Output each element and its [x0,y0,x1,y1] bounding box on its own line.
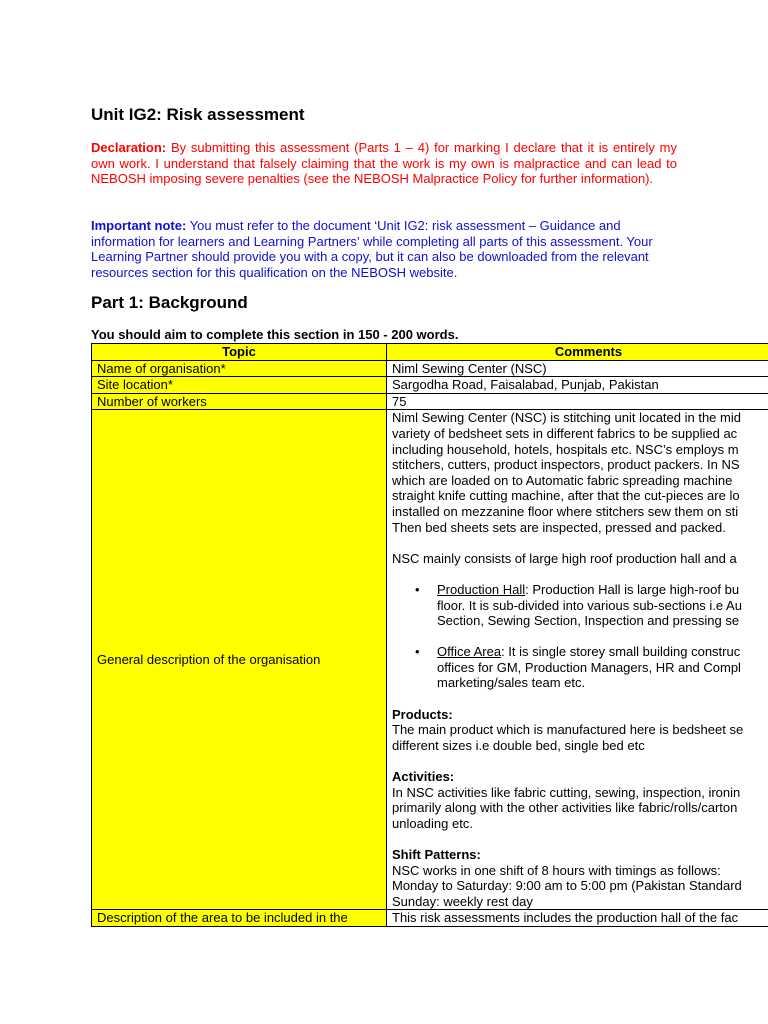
table-row [92,377,768,394]
intro-line: straight knife cutting machine, after that the cut-pieces are lo [392,488,740,504]
office-area-label: Office Area [437,644,502,660]
shift-line: Sunday: weekly rest day [392,893,533,909]
topic-cell: Name of organisation* [92,360,387,377]
declaration-paragraph [91,140,677,187]
declaration-lead: Declaration: [91,140,167,155]
comment-cell: 75 [387,393,768,410]
products-line: The main product which is manufactured here is bedsheet se [392,722,744,738]
shift-heading: Shift Patterns: [392,847,481,862]
comment-cell: This risk assessments includes the production hall of the fac [387,910,768,927]
topic-cell: Number of workers [92,393,387,410]
word-count-instruction: You should aim to complete this section in 150 - 200 words. [91,327,459,342]
activities-line: primarily along with the other activities like fabric/rolls/carton [392,800,738,816]
topic-header: Topic [92,344,387,361]
important-note-text: You must refer to the document ‘Unit IG2: risk assessment – Guidance and information for learners and Learning Partners’ while completing all parts of this assessment. Your Learning Partner should provide you with a copy, but it can also be downloaded from the relevant resources section for this qualification on the NEBOSH website. [91,218,653,280]
intro-line: variety of bedsheet sets in different fabrics to be supplied ac [392,425,738,441]
products-line: different sizes i.e double bed, single bed etc [392,737,645,753]
production-hall-label: Production Hall [437,581,526,597]
intro-line: stitchers, cutters, product inspectors, product packers. In NS [392,457,740,473]
important-note-lead: Important note: [91,218,187,233]
general-description-cell [387,410,768,910]
intro-line: which are loaded on to Automatic fabric spreading machine [392,472,733,488]
list-item: • Production Hall: Production Hall is large high-roof bu [415,581,740,597]
comment-cell: Niml Sewing Center (NSC) [387,360,768,377]
table-row [92,910,768,927]
list-item: • Office Area: It is single storey small building construc [415,644,741,660]
bullet-icon: • [415,581,420,597]
intro-line: Niml Sewing Center (NSC) is stitching unit located in the mid [392,410,741,426]
activities-line: unloading etc. [392,815,473,831]
list-item-continuation: marketing/sales team etc. [437,675,586,691]
intro-line: including household, hotels, hospitals etc. NSC’s employs m [392,441,739,457]
table-header-row [92,344,768,361]
background-table [91,343,768,927]
list-item-continuation: floor. It is sub-divided into various sub-sections i.e Au [437,597,742,613]
topic-cell: Description of the area to be included in the [92,910,387,927]
shift-line: Monday to Saturday: 9:00 am to 5:00 pm (Pakistan Standard [392,878,742,894]
intro-line: installed on mezzanine floor where stitchers sew them on sti [392,503,739,519]
important-note-paragraph [91,218,677,280]
topic-cell: General description of the organisation [92,410,387,910]
table-row [92,410,768,910]
shift-line: NSC works in one shift of 8 hours with timings as follows: [392,862,721,878]
table-row [92,360,768,377]
area-list [392,582,768,691]
consists-line: NSC mainly consists of large high roof production hall and a [392,550,737,566]
document-title: Unit IG2: Risk assessment [91,105,305,124]
activities-line: In NSC activities like fabric cutting, sewing, inspection, ironin [392,784,741,800]
list-item-continuation: Section, Sewing Section, Inspection and pressing se [437,613,740,629]
table-row [92,393,768,410]
topic-cell: Site location* [92,377,387,394]
list-item-continuation: offices for GM, Production Managers, HR and Compl [437,659,741,675]
declaration-text: By submitting this assessment (Parts 1 – 4) for marking I declare that it is entirely my own work. I understand that falsely claiming that the work is my own is malpractice and can lead to NEBOSH imposing severe penalties (see the NEBOSH Malpractice Policy for further information). [91,140,677,187]
comment-cell: Sargodha Road, Faisalabad, Punjab, Pakistan [387,377,768,394]
activities-heading: Activities: [392,769,455,785]
products-heading: Products: [392,706,453,722]
bullet-icon: • [415,644,420,660]
comments-header: Comments [387,344,768,361]
part-heading: Part 1: Background [91,293,248,312]
intro-line: Then bed sheets sets are inspected, pressed and packed. [392,519,726,535]
